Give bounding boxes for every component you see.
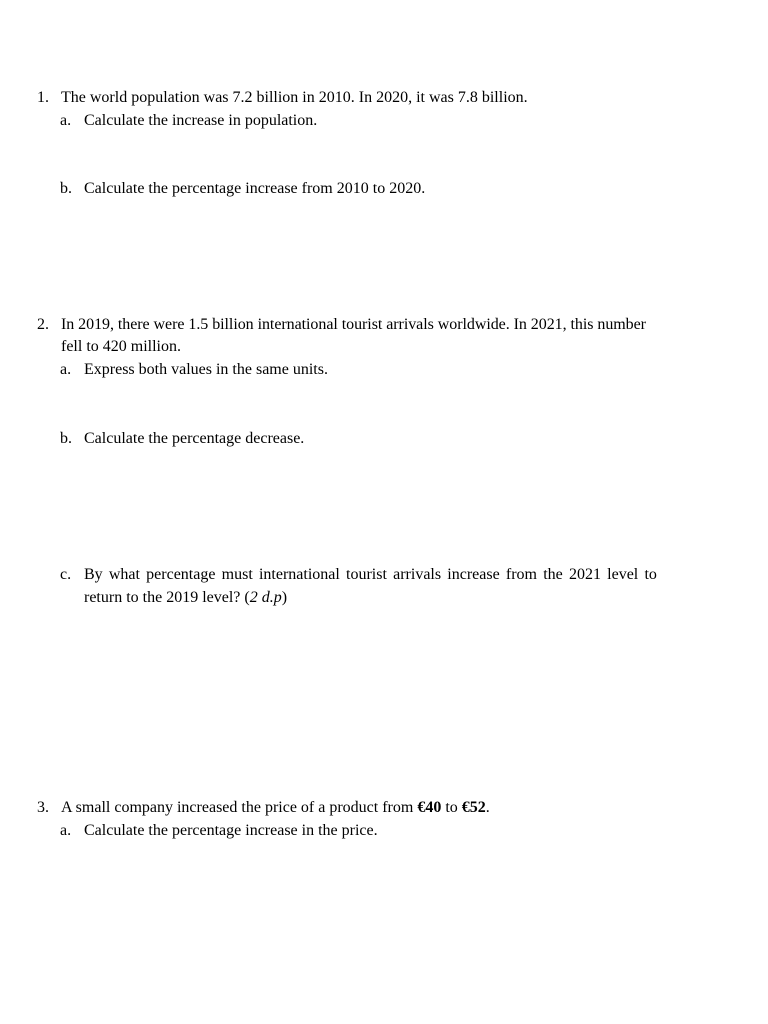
price-to: €52 [461, 799, 486, 816]
part-text-line-2-suffix: ) [281, 589, 288, 606]
part-letter: a. [60, 361, 72, 378]
price-from: €40 [417, 799, 442, 816]
question-text-line-1: In 2019, there were 1.5 billion international tourist arrivals worldwide. In 2021, this number [61, 316, 646, 333]
question-text [61, 797, 733, 819]
part-text: Calculate the percentage increase in the price. [84, 822, 378, 839]
question-number: 1. [37, 89, 49, 106]
question-number: 3. [37, 799, 49, 816]
part-text-line-2-prefix: return to the 2019 level? ( [84, 589, 250, 606]
part-text-line-2 [84, 587, 733, 609]
part-text: Calculate the increase in population. [84, 112, 318, 129]
part-text: Calculate the percentage increase from 2010 to 2020. [84, 180, 426, 197]
part-text-line-1: By what percentage must international tourist arrivals increase from the 2021 level to [84, 566, 657, 583]
part-text: Calculate the percentage decrease. [84, 430, 305, 447]
question-text: The world population was 7.2 billion in 2010. In 2020, it was 7.8 billion. [61, 89, 528, 106]
question-number: 2. [37, 316, 49, 333]
question-text-middle: to [441, 799, 462, 816]
question-text-prefix: A small company increased the price of a product from [61, 799, 418, 816]
part-letter: b. [60, 430, 72, 447]
part-letter: c. [60, 566, 72, 583]
part-text: Express both values in the same units. [84, 361, 328, 378]
part-letter: a. [60, 822, 72, 839]
part-letter: b. [60, 180, 72, 197]
part-letter: a. [60, 112, 72, 129]
question-text-line-2: fell to 420 million. [61, 338, 181, 355]
question-text-suffix: . [485, 799, 490, 816]
precision-note: 2 d.p [249, 589, 282, 606]
